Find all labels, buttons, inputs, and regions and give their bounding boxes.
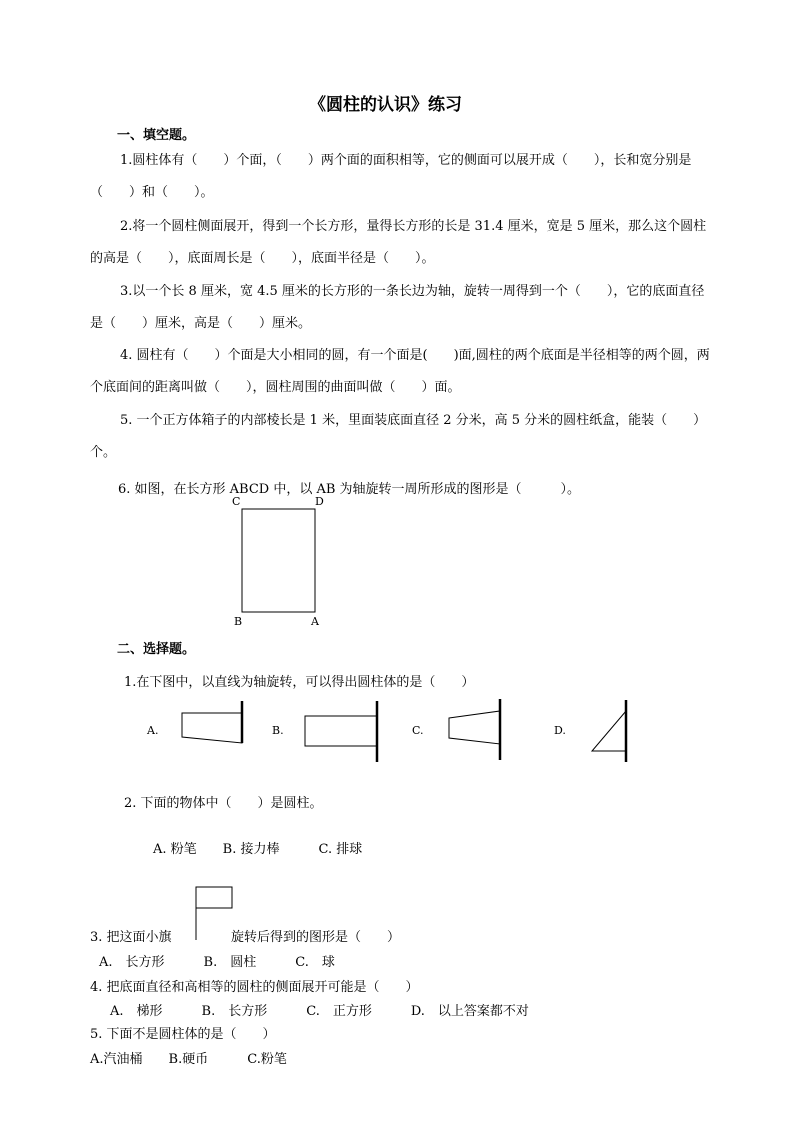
shape-option-d	[592, 711, 626, 751]
question-1-6: 6. 如图，在长方形 ABCD 中，以 AB 为轴旋转一周所形成的图形是（ ）。	[118, 482, 581, 497]
flag-rectangle	[196, 887, 232, 908]
question-2-5: 5. 下面不是圆柱体的是（ ）	[90, 1027, 276, 1042]
question-2-3-options: A. 长方形 B. 圆柱 C. 球	[99, 955, 335, 970]
shape-option-a	[182, 713, 242, 743]
section-heading-fill-blank: 一、填空题。	[117, 128, 196, 143]
question-1-3: 3.以一个长 8 厘米，宽 4.5 厘米的长方形的一条长边为轴，旋转一周得到一个（ ），它的底面直径是（ ）厘米，高是（ ）厘米。	[90, 284, 705, 331]
question-1-1: 1.圆柱体有（ ）个面，（ ）两个面的面积相等，它的侧面可以展开成（ ），长和宽分别是（ ）和（ ）。	[90, 153, 692, 200]
question-2-3-prefix: 3. 把这面小旗	[90, 930, 172, 945]
question-2-3-suffix: 旋转后得到的图形是（ ）	[231, 930, 401, 945]
figure-label-c: C	[232, 495, 241, 508]
question-2-5-options: A.汽油桶 B.硬币 C.粉笔	[90, 1052, 287, 1067]
question-1-2: 2.将一个圆柱侧面展开，得到一个长方形，量得长方形的长是 31.4 厘米，宽是 5 厘米，那么这个圆柱的高是（ ），底面周长是（ ），底面半径是（ ）。	[90, 219, 707, 266]
shape-option-c	[449, 711, 500, 744]
question-2-4-options: A. 梯形 B. 长方形 C. 正方形 D. 以上答案都不对	[110, 1004, 529, 1019]
option-label-c: C.	[412, 724, 424, 737]
question-2-1: 1.在下图中，以直线为轴旋转，可以得出圆柱体的是（ ）	[124, 675, 475, 690]
question-2-4: 4. 把底面直径和高相等的圆柱的侧面展开可能是（ ）	[90, 980, 419, 995]
question-1-5: 5. 一个正方体箱子的内部棱长是 1 米，里面装底面直径 2 分米，高 5 分米的圆柱纸盒，能装（ ）个。	[90, 413, 707, 460]
question-1-4: 4. 圆柱有（ ）个面是大小相同的圆，有一个面是( )面,圆柱的两个底面是半径相等的两个圆，两个底面间的距离叫做（ ），圆柱周围的曲面叫做（ ）面。	[90, 348, 710, 395]
question-2-2: 2. 下面的物体中（ ）是圆柱。	[124, 796, 323, 811]
option-label-a: A.	[147, 724, 159, 737]
figure-label-b: B	[234, 615, 243, 628]
option-label-b: B.	[272, 724, 284, 737]
section-heading-choice: 二、选择题。	[117, 642, 196, 657]
figure-label-a: A	[311, 615, 319, 628]
page-title: 《圆柱的认识》练习	[309, 95, 462, 115]
rectangle-abcd-figure	[242, 509, 315, 612]
question-2-2-options: A. 粉笔 B. 接力棒 C. 排球	[153, 842, 363, 857]
figure-label-d: D	[315, 495, 324, 508]
shape-option-b	[305, 716, 377, 746]
option-label-d: D.	[554, 724, 566, 737]
